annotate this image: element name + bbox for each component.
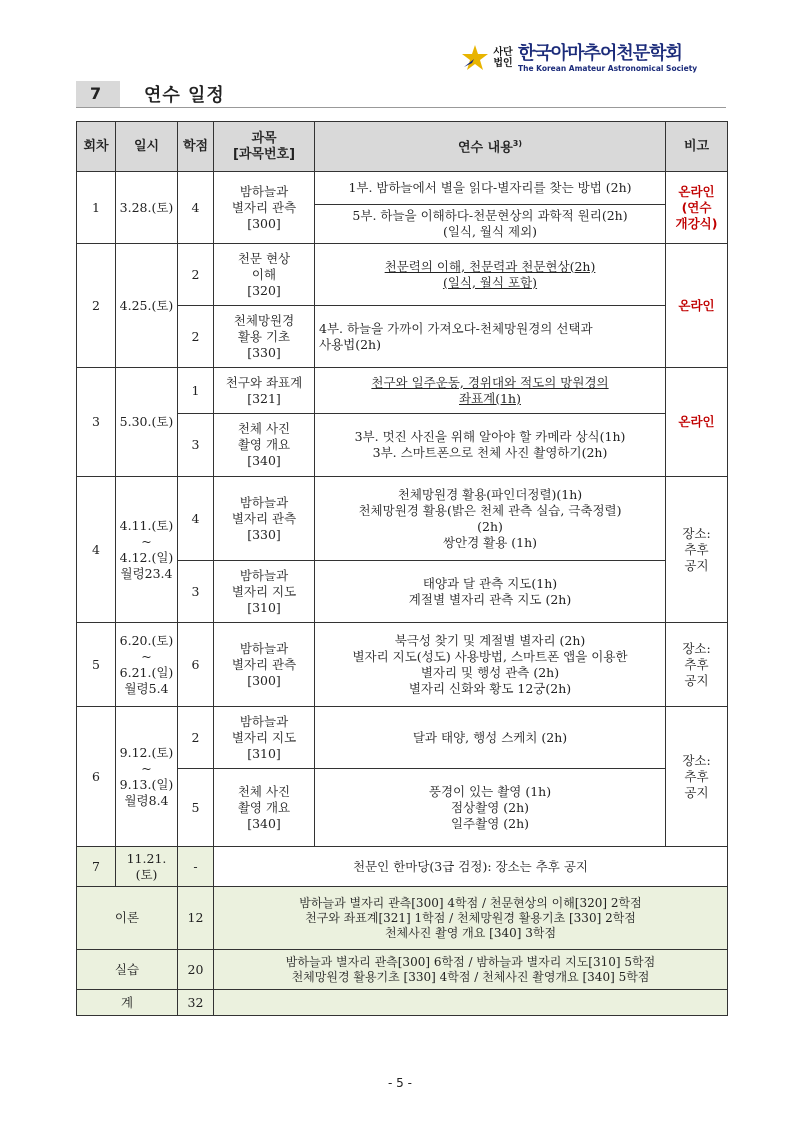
- content-block: [315, 727, 665, 749]
- content-block: [315, 172, 665, 204]
- content-cell: [315, 306, 666, 368]
- remarks-line: 장소:: [682, 640, 711, 656]
- remarks-line: 추후: [684, 656, 709, 672]
- course-line: 별자리 지도: [231, 729, 297, 745]
- course-line: 촬영 개요: [237, 437, 291, 452]
- date-cell: [116, 477, 178, 623]
- summary-label: 실습: [77, 950, 178, 990]
- header-content-label: 연수 내용: [458, 140, 513, 156]
- date-line: 3.28.(토): [119, 199, 174, 215]
- date-line: 5.30.(토): [119, 414, 174, 429]
- course-line: 밤하늘과: [239, 494, 289, 510]
- remarks-line: 장소:: [682, 525, 711, 541]
- course-cell: [214, 306, 315, 368]
- date-line: 6.20.(토): [119, 632, 174, 648]
- content-cell: [315, 561, 666, 623]
- date-line: 9.13.(일): [119, 776, 174, 792]
- remarks-line: 공지: [684, 557, 709, 573]
- table-row: [77, 707, 728, 769]
- credits-cell: 1: [178, 368, 214, 414]
- course-cell: [214, 477, 315, 561]
- remarks-cell: [666, 368, 728, 477]
- date-line: 4.25.(토): [119, 297, 174, 313]
- session-cell: 6: [77, 707, 116, 847]
- date-line: ~: [141, 648, 152, 664]
- table-header-row: [77, 122, 728, 172]
- course-line: 촬영 개요: [237, 799, 291, 815]
- footnote-ref: 3): [512, 139, 522, 149]
- credits-cell: -: [178, 847, 214, 887]
- course-line: [310]: [247, 745, 281, 761]
- summary-detail: [214, 950, 728, 990]
- course-cell: [214, 769, 315, 847]
- star-icon: [460, 43, 490, 73]
- session-cell: 1: [77, 172, 116, 244]
- schedule-table: [76, 121, 728, 1016]
- course-cell: [214, 244, 315, 306]
- course-line: 밤하늘과: [239, 567, 289, 583]
- content-cell: [315, 172, 666, 244]
- date-line: 9.12.(토): [119, 744, 174, 760]
- table-row: [77, 244, 728, 306]
- summary-row: [77, 990, 728, 1016]
- header-session: 회차: [77, 122, 116, 172]
- course-line: 별자리 지도: [231, 583, 297, 599]
- page-number: - 5 -: [388, 1076, 412, 1090]
- content-line: 태양과 달 관측 지도(1h): [422, 575, 558, 591]
- content-cell: [315, 769, 666, 847]
- summary-detail: [214, 990, 728, 1016]
- content-block: [315, 204, 665, 243]
- content-line: 점상촬영 (2h): [450, 799, 530, 815]
- content-line: 쌍안경 활용 (1h): [442, 534, 538, 550]
- course-line: 활용 기초: [237, 328, 291, 344]
- date-cell: [116, 172, 178, 244]
- remarks-cell: [666, 623, 728, 707]
- content-line: 별자리 및 행성 관측 (2h): [420, 664, 560, 680]
- content-cell: [315, 623, 666, 707]
- summary-label: 이론: [77, 887, 178, 950]
- content-line: (일식, 월식 제외): [442, 224, 538, 239]
- remarks-cell: [666, 707, 728, 847]
- remarks-cell: [666, 477, 728, 623]
- content-line: 천체망원경 활용(파인더정렬)(1h): [397, 486, 583, 502]
- content-cell: [315, 368, 666, 414]
- summary-line: 천구와 좌표계[321] 1학점 / 천체망원경 활용기초 [330] 2학점: [305, 910, 636, 925]
- course-cell: [214, 707, 315, 769]
- remarks-cell: [666, 244, 728, 368]
- course-line: [321]: [247, 390, 281, 406]
- course-line: 밤하늘과: [239, 640, 289, 656]
- remarks-line: 온라인: [678, 183, 715, 199]
- content-line: 달과 태양, 행성 스케치 (2h): [412, 729, 568, 745]
- summary-credits: 12: [178, 887, 214, 950]
- remarks-line: (연수: [681, 199, 712, 215]
- credits-cell: 2: [178, 306, 214, 368]
- course-line: [330]: [247, 526, 281, 542]
- header-course-line: 과목: [251, 130, 277, 146]
- logo-corp-label: [492, 47, 514, 69]
- credits-cell: 3: [178, 561, 214, 623]
- summary-line: 천체망원경 활용기초 [330] 4학점 / 천체사진 촬영개요 [340] 5학점: [291, 969, 650, 984]
- content-line: 별자리 신화와 황도 12궁(2h): [408, 680, 572, 696]
- remarks-line: 공지: [684, 672, 709, 688]
- content-block: [315, 318, 665, 356]
- content-line: 천체망원경 활용(밝은 천체 관측 실습, 극축정렬): [358, 502, 622, 518]
- remarks-line: 추후: [684, 768, 709, 784]
- summary-label: 계: [77, 990, 178, 1016]
- content-block: [315, 256, 665, 294]
- credits-cell: 6: [178, 623, 214, 707]
- table-row-final: [77, 847, 728, 887]
- course-line: 별자리 관측: [231, 510, 297, 526]
- summary-credits: 32: [178, 990, 214, 1016]
- content-line: 계절별 별자리 관측 지도 (2h): [408, 591, 572, 607]
- course-line: [320]: [247, 282, 281, 298]
- content-line: 3부. 멋진 사진을 위해 알아야 할 카메라 상식(1h): [354, 429, 626, 444]
- summary-row: [77, 887, 728, 950]
- course-cell: [214, 561, 315, 623]
- remarks-line: 장소:: [682, 752, 711, 768]
- course-cell: [214, 623, 315, 707]
- session-cell: 4: [77, 477, 116, 623]
- course-line: 이해: [251, 266, 277, 282]
- header-course: [214, 122, 315, 172]
- content-line: 4부. 하늘을 가까이 가져오다-천체망원경의 선택과: [319, 320, 593, 336]
- course-line: [300]: [247, 215, 281, 231]
- content-line: 별자리 지도(성도) 사용방법, 스마트폰 앱을 이용한: [352, 648, 628, 664]
- credits-cell: 2: [178, 707, 214, 769]
- credits-cell: 2: [178, 244, 214, 306]
- course-line: [340]: [247, 815, 281, 831]
- content-cell: [315, 244, 666, 306]
- date-line: 월령23.4: [120, 565, 173, 581]
- course-line: [330]: [247, 344, 281, 360]
- content-line: 북극성 찾기 및 계절별 별자리 (2h): [394, 632, 586, 648]
- summary-line: 천체사진 촬영 개요 [340] 3학점: [384, 925, 557, 940]
- course-line: [300]: [247, 672, 281, 688]
- date-cell: [116, 244, 178, 368]
- course-line: 천문 현상: [237, 250, 291, 266]
- date-line: 월령5.4: [124, 680, 169, 696]
- content-cell: [315, 477, 666, 561]
- remarks-cell: [666, 172, 728, 244]
- content-block: [315, 426, 665, 464]
- content-line: 천구와 일주운동, 경위대와 적도의 망원경의: [371, 374, 609, 390]
- summary-line: 밤하늘과 별자리 관측[300] 6학점 / 밤하늘과 별자리 지도[310] 5학점: [285, 954, 656, 969]
- course-cell: [214, 414, 315, 477]
- logo-name-en: The Korean Amateur Astronomical Society: [518, 63, 698, 73]
- course-line: 별자리 관측: [231, 656, 297, 672]
- credits-cell: 5: [178, 769, 214, 847]
- remarks-line: 공지: [684, 784, 709, 800]
- course-cell: [214, 172, 315, 244]
- remarks-line: 온라인: [678, 414, 715, 429]
- logo-name-ko: 한국아마추어천문학회: [518, 42, 682, 64]
- header-course-line: [과목번호]: [232, 146, 296, 162]
- course-cell: [214, 368, 315, 414]
- content-line: (일식, 월식 포함): [442, 274, 538, 290]
- date-cell: [116, 707, 178, 847]
- table-row: [77, 172, 728, 244]
- date-line: 4.12.(일): [119, 549, 174, 565]
- content-cell: [315, 707, 666, 769]
- content-line: (2h): [477, 518, 503, 534]
- course-line: 밤하늘과: [239, 183, 289, 199]
- section-title: 연수 일정: [144, 84, 225, 106]
- session-cell: 3: [77, 368, 116, 477]
- content-line: 일주촬영 (2h): [450, 815, 530, 831]
- content-block: [315, 573, 665, 611]
- date-cell: 11.21.(토): [116, 847, 178, 887]
- date-line: ~: [141, 760, 152, 776]
- header-remarks: 비고: [666, 122, 728, 172]
- session-cell: 5: [77, 623, 116, 707]
- content-block: [315, 630, 665, 700]
- summary-credits: 20: [178, 950, 214, 990]
- course-line: [310]: [247, 599, 281, 615]
- date-line: 월령8.4: [124, 792, 169, 808]
- date-line: 6.21.(일): [119, 664, 174, 680]
- table-row: [77, 623, 728, 707]
- content-line: 사용법(2h): [319, 336, 381, 352]
- section-heading: [76, 80, 726, 108]
- credits-cell: 4: [178, 477, 214, 561]
- content-line: 3부. 스마트폰으로 천체 사진 촬영하기(2h): [372, 445, 608, 460]
- content-block: [315, 372, 665, 410]
- content-line: 풍경이 있는 촬영 (1h): [428, 783, 552, 799]
- session-cell: 7: [77, 847, 116, 887]
- date-cell: [116, 623, 178, 707]
- session-cell: 2: [77, 244, 116, 368]
- date-cell: [116, 368, 178, 477]
- course-line: 밤하늘과: [239, 713, 289, 729]
- table-row: [77, 368, 728, 414]
- course-line: 별자리 관측: [231, 199, 297, 215]
- course-line: [340]: [247, 453, 281, 468]
- course-line: 천체망원경: [233, 312, 295, 328]
- table-row: [77, 477, 728, 561]
- logo-corp-line: 법인: [493, 58, 513, 69]
- remarks-line: 추후: [684, 541, 709, 557]
- society-logo: [460, 38, 730, 78]
- course-line: 천체 사진: [237, 783, 291, 799]
- content-line: 천문력의 이해, 천문력과 천문현상(2h): [384, 258, 596, 274]
- remarks-line: 온라인: [678, 297, 715, 313]
- course-line: 천체 사진: [237, 421, 291, 436]
- date-line: ~: [141, 533, 152, 549]
- header-date: 일시: [116, 122, 178, 172]
- content-line: 5부. 하늘을 이해하다-천문현상의 과학적 원리(2h): [352, 208, 628, 223]
- header-credits: 학점: [178, 122, 214, 172]
- credits-cell: 3: [178, 414, 214, 477]
- course-line: 천구와 좌표계: [225, 374, 303, 390]
- content-cell: 천문인 한마당(3급 검정): 장소는 추후 공지: [214, 847, 728, 887]
- summary-detail: [214, 887, 728, 950]
- content-line: 좌표계(1h): [459, 390, 521, 406]
- logo-corp-line: 사단: [493, 47, 513, 58]
- content-line: 1부. 밤하늘에서 별을 읽다-별자리를 찾는 방법 (2h): [348, 180, 632, 195]
- date-line: 4.11.(토): [119, 517, 174, 533]
- summary-row: [77, 950, 728, 990]
- header-content: [315, 122, 666, 172]
- content-block: [315, 781, 665, 835]
- content-block: [315, 484, 665, 554]
- credits-cell: 4: [178, 172, 214, 244]
- summary-line: 밤하늘과 별자리 관측[300] 4학점 / 천문현상의 이해[320] 2학점: [299, 895, 642, 910]
- content-cell: [315, 414, 666, 477]
- remarks-line: 개강식): [675, 215, 718, 231]
- section-number: 7: [76, 81, 120, 107]
